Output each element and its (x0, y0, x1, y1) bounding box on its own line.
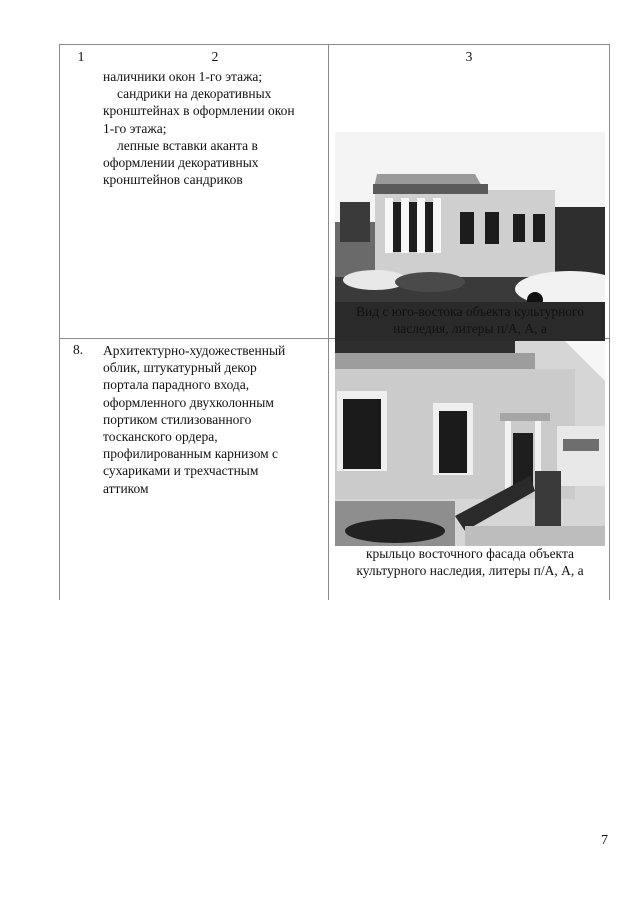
page-number: 7 (601, 833, 608, 848)
photo-east-porch (335, 341, 605, 546)
row-1-line: наличники окон 1-го этажа; (103, 69, 263, 84)
row-2-line: Архитектурно-художественный (103, 343, 286, 358)
row-2-line: облик, штукатурный декор (103, 360, 257, 376)
header-col-3: 3 (465, 49, 473, 64)
row-1-line: 1-го этажа; (103, 120, 167, 136)
caption-line: наследия, литеры п/А, А, а (393, 321, 547, 337)
header-col-2: 2 (211, 49, 219, 64)
row-2-line: оформленного двухколонным (103, 394, 274, 410)
row-2-line: сухариками и трехчастным (103, 463, 259, 479)
row-1-line: оформлении декоративных (103, 155, 259, 171)
header-col-1: 1 (77, 49, 85, 64)
row-2-number: 8. (73, 342, 84, 357)
row-2-description (103, 342, 325, 497)
building-photo-2 (335, 341, 605, 546)
row-2-line: портиком стилизованного (103, 411, 252, 427)
caption-line: крыльцо восточного фасада объекта (365, 546, 574, 561)
heritage-table (59, 44, 610, 600)
row-2-line: портала парадного входа, (103, 377, 250, 393)
row-1-line: кронштейнах в оформлении окон (103, 103, 295, 119)
row-1-line: кронштейнов сандриков (103, 172, 243, 188)
row-1-line: сандрики на декоративных (117, 86, 272, 102)
table-border-left (59, 44, 60, 600)
caption-line: культурного наследия, литеры п/А, А, а (356, 563, 584, 579)
row-2-caption (330, 545, 610, 579)
row-2-line: тосканского ордера, (103, 429, 218, 445)
row-2-line: аттиком (103, 480, 149, 496)
table-border-top (59, 44, 610, 45)
row-1-description (103, 68, 325, 188)
row-1-caption (330, 303, 610, 337)
caption-line: Вид с юго-востока объекта культурного (355, 304, 585, 319)
row-1-line: лепные вставки аканта в (117, 137, 258, 153)
row-2-line: профилированным карнизом с (103, 446, 278, 462)
table-column-divider (328, 44, 329, 600)
